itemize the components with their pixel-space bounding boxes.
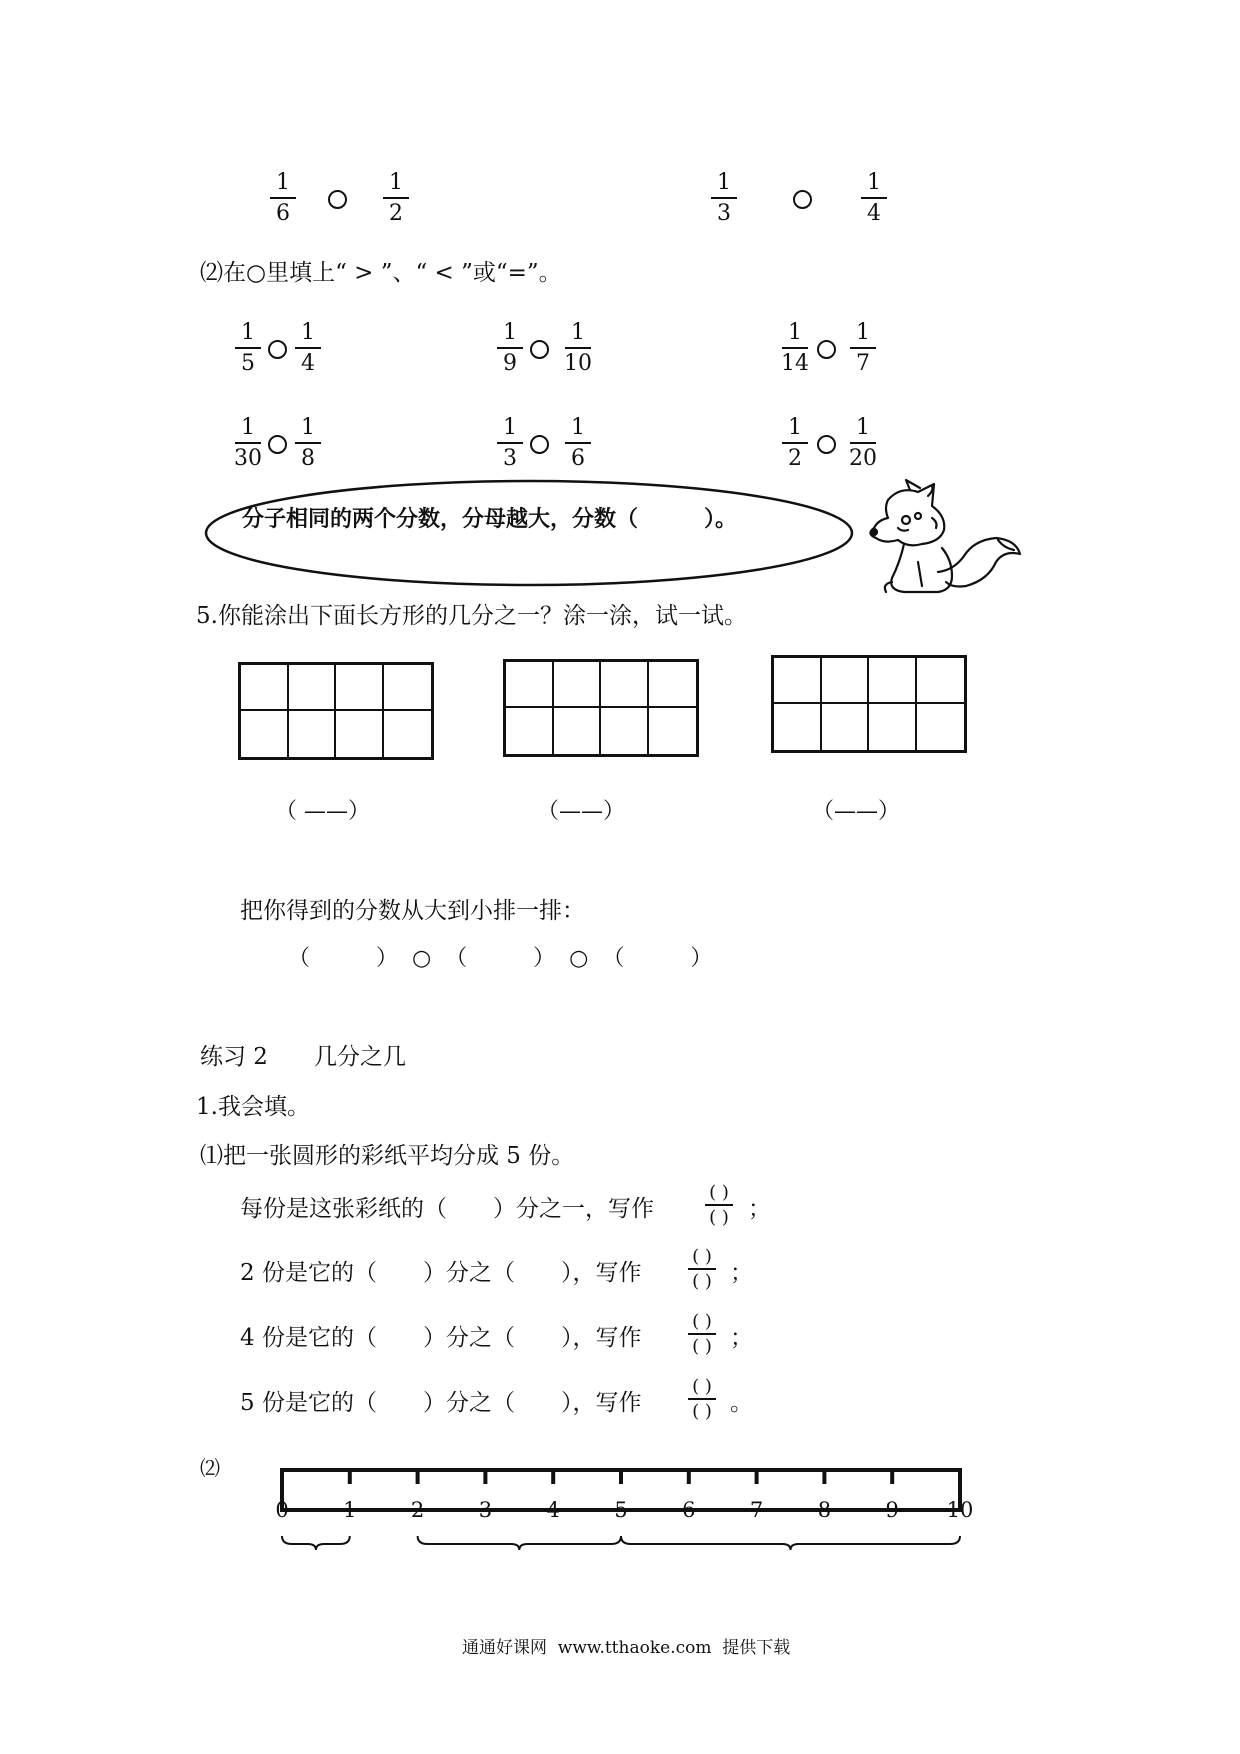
ruler-label: 7 [749, 1498, 764, 1522]
blank-numerator[interactable]: ( ) [709, 1182, 729, 1203]
brace-5-10 [621, 1536, 960, 1550]
ruler-label: 8 [817, 1498, 832, 1522]
question-2b-label: ⑵ [200, 1456, 220, 1480]
fraction-right [558, 417, 598, 470]
denominator: 20 [849, 446, 877, 471]
fraction-left [228, 417, 268, 470]
fraction-bar [850, 347, 876, 349]
fill-line-end: ； [748, 1196, 771, 1222]
fraction-left [775, 417, 815, 470]
ruler-label: 10 [946, 1498, 974, 1522]
numerator: 1 [856, 320, 870, 345]
rule-text: 分子相同的两个分数，分母越大，分数（ ）。 [242, 507, 738, 532]
fraction-bar [782, 347, 808, 349]
denominator: 14 [781, 351, 809, 376]
answer-blank-2[interactable]: （——） [537, 799, 626, 824]
fraction-bar [688, 1398, 716, 1400]
numerator: 1 [503, 320, 517, 345]
ruler-label: 6 [682, 1498, 696, 1522]
fraction-bar [705, 1204, 733, 1206]
denominator: 8 [301, 446, 315, 471]
fraction-left [704, 172, 744, 225]
fraction-bar [235, 347, 261, 349]
fraction-bar [295, 442, 321, 444]
question-1-title: 1.我会填。 [196, 1094, 310, 1120]
denominator: 30 [234, 446, 262, 471]
blank-fraction[interactable] [702, 1184, 736, 1227]
fill-line-end: 。 [730, 1390, 753, 1416]
denominator: 10 [564, 351, 592, 376]
numerator: 1 [788, 320, 802, 345]
fraction-bar [782, 442, 808, 444]
rectangle-grid-1[interactable] [238, 662, 434, 760]
denominator: 9 [503, 351, 517, 376]
ruler-label: 9 [885, 1498, 899, 1522]
fraction-bar [295, 347, 321, 349]
denominator: 6 [276, 201, 290, 226]
fraction-bar [270, 197, 296, 199]
blank-numerator[interactable]: ( ) [692, 1311, 712, 1332]
ruler-label: 3 [478, 1498, 493, 1522]
answer-blank-3[interactable]: （——） [812, 799, 901, 824]
denominator: 4 [867, 201, 881, 226]
blank-denominator[interactable]: ( ) [692, 1336, 712, 1357]
comparison-circle[interactable] [328, 190, 347, 209]
ruler-label: 0 [275, 1498, 289, 1522]
fill-line-text[interactable]: 2 份是它的（ ）分之（ ），写作 [240, 1260, 642, 1286]
ruler-label: 5 [614, 1498, 628, 1522]
fraction-right [288, 322, 328, 375]
fraction-right [843, 322, 883, 375]
fraction-right [854, 172, 894, 225]
fraction-right [558, 322, 598, 375]
denominator: 3 [503, 446, 517, 471]
ruler-label: 1 [343, 1498, 357, 1522]
fraction-right [843, 417, 883, 470]
fraction-bar [850, 442, 876, 444]
numerator: 1 [856, 415, 870, 440]
comparison-circle[interactable] [817, 340, 836, 359]
denominator: 3 [717, 201, 731, 226]
comparison-circle[interactable] [530, 340, 549, 359]
fill-line-end: ； [730, 1325, 753, 1351]
question-2-label: ⑵在○里填上“ > ”、“ < ”或“=”。 [200, 260, 562, 286]
numerator: 1 [571, 415, 585, 440]
order-blanks[interactable]: （ ） ○ （ ） ○ （ ） [288, 946, 713, 971]
fraction-bar [497, 442, 523, 444]
fraction-bar [688, 1268, 716, 1270]
section-title: 练习 2 几分之几 [200, 1044, 406, 1070]
blank-numerator[interactable]: ( ) [692, 1246, 712, 1267]
numerator: 1 [717, 170, 731, 195]
fraction-left [490, 417, 530, 470]
numerator: 1 [503, 415, 517, 440]
numerator: 1 [571, 320, 585, 345]
numerator: 1 [389, 170, 403, 195]
fraction-left [490, 322, 530, 375]
ruler-label: 2 [410, 1498, 425, 1522]
blank-denominator[interactable]: ( ) [692, 1271, 712, 1292]
numerator: 1 [301, 320, 315, 345]
numerator: 1 [276, 170, 290, 195]
numerator: 1 [867, 170, 881, 195]
question-5-title: 5.你能涂出下面长方形的几分之一？涂一涂，试一试。 [196, 603, 747, 629]
denominator: 6 [571, 446, 585, 471]
fill-line-text[interactable]: 5 份是它的（ ）分之（ ），写作 [240, 1390, 642, 1416]
blank-denominator[interactable]: ( ) [709, 1207, 729, 1228]
comparison-circle[interactable] [530, 435, 549, 454]
fraction-bar [565, 442, 591, 444]
numerator: 1 [301, 415, 315, 440]
rule-ellipse [203, 478, 855, 588]
comparison-circle[interactable] [793, 190, 812, 209]
blank-fraction[interactable] [685, 1313, 719, 1356]
denominator: 2 [389, 201, 403, 226]
order-prompt: 把你得到的分数从大到小排一排： [240, 898, 585, 924]
brace-0-1 [282, 1536, 350, 1550]
fill-line-end: ； [730, 1260, 753, 1286]
fill-line-text[interactable]: 4 份是它的（ ）分之（ ），写作 [240, 1325, 642, 1351]
numerator: 1 [788, 415, 802, 440]
denominator: 2 [788, 446, 802, 471]
fraction-left [775, 322, 815, 375]
blank-fraction[interactable] [685, 1248, 719, 1291]
denominator: 5 [241, 351, 255, 376]
fraction-left [228, 322, 268, 375]
fraction-bar [383, 197, 409, 199]
blank-numerator[interactable]: ( ) [692, 1376, 712, 1397]
comparison-circle[interactable] [817, 435, 836, 454]
comparison-circle[interactable] [268, 435, 287, 454]
fox-mascot-illustration [848, 478, 1028, 604]
fraction-bar [235, 442, 261, 444]
fraction-bar [711, 197, 737, 199]
fraction-bar [497, 347, 523, 349]
denominator: 4 [301, 351, 315, 376]
footer-credit: 通通好课网 www.tthaoke.com 提供下载 [462, 1638, 791, 1658]
fraction-bar [565, 347, 591, 349]
rectangle-grid-2[interactable] [503, 659, 699, 757]
blank-denominator[interactable]: ( ) [692, 1401, 712, 1422]
denominator: 7 [856, 351, 870, 376]
blank-fraction[interactable] [685, 1378, 719, 1421]
answer-blank-1[interactable]: （ ——） [275, 799, 370, 824]
numerator: 1 [241, 320, 255, 345]
fraction-bar [688, 1333, 716, 1335]
rectangle-grid-3[interactable] [771, 655, 967, 753]
comparison-circle[interactable] [268, 340, 287, 359]
fraction-left [263, 172, 303, 225]
numerator: 1 [241, 415, 255, 440]
fraction-bar [861, 197, 887, 199]
brace-2-5 [418, 1536, 621, 1550]
fraction-right [288, 417, 328, 470]
fill-line-text[interactable]: 每份是这张彩纸的（ ）分之一，写作 [240, 1196, 654, 1222]
question-1-subtitle: ⑴把一张圆形的彩纸平均分成 5 份。 [200, 1143, 575, 1169]
ruler-label: 4 [546, 1498, 560, 1522]
fraction-right [376, 172, 416, 225]
